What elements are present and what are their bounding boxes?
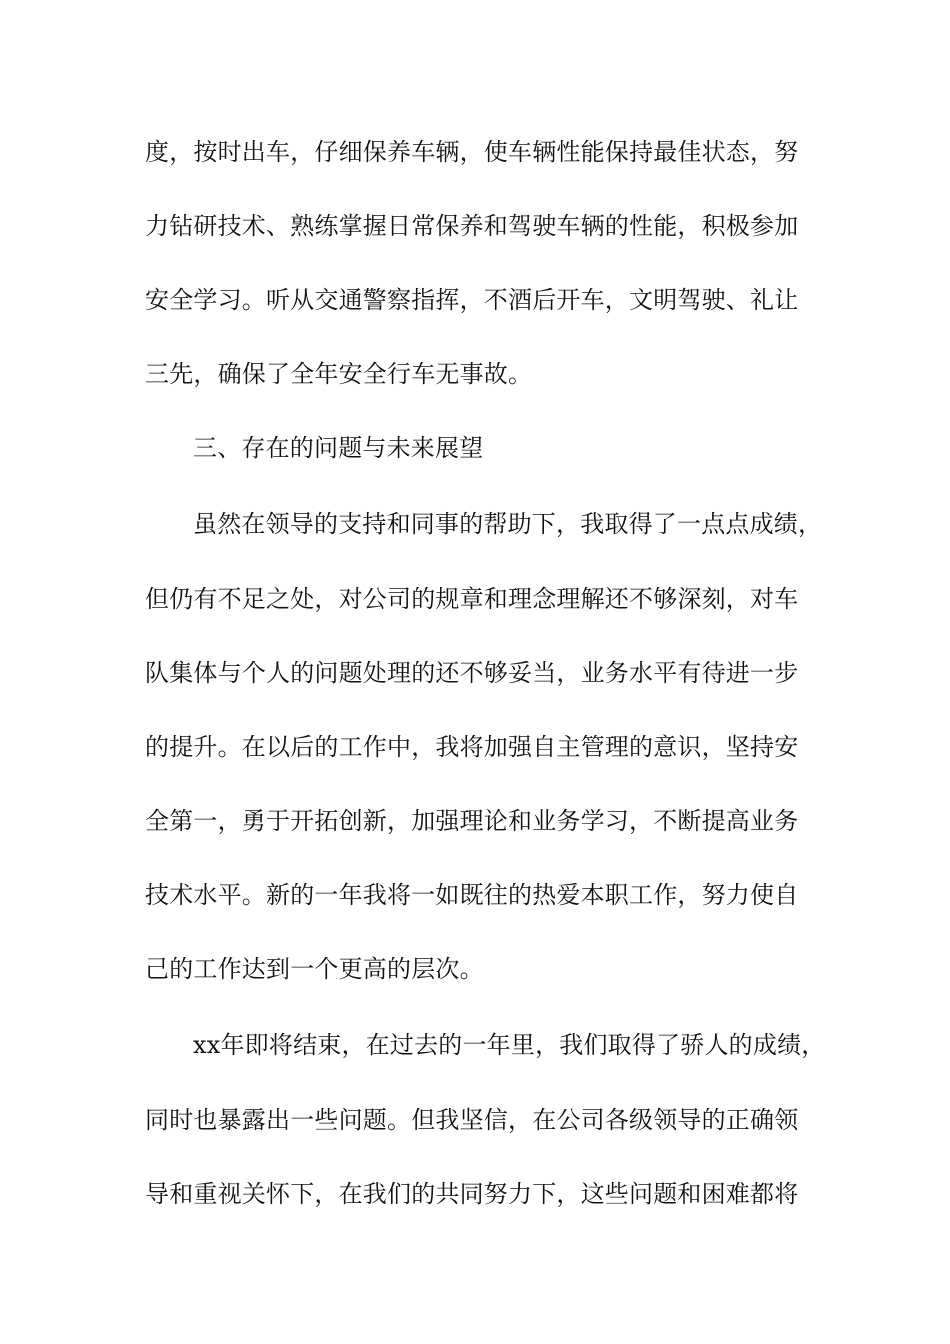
paragraph-line: 同时也暴露出一些问题。但我坚信，在公司各级领导的正确领 (145, 1106, 799, 1134)
paragraph-line: 的提升。在以后的工作中，我将加强自主管理的意识，坚持安 (145, 733, 799, 761)
paragraph-line: 三先，确保了全年安全行车无事故。 (145, 360, 533, 388)
paragraph-line: 技术水平。新的一年我将一如既往的热爱本职工作，努力使自 (145, 881, 799, 909)
section-heading: 三、存在的问题与未来展望 (193, 434, 484, 462)
paragraph-line: xx年即将结束，在过去的一年里，我们取得了骄人的成绩， (193, 1031, 826, 1059)
paragraph-line: 虽然在领导的支持和同事的帮助下，我取得了一点点成绩， (193, 510, 823, 538)
paragraph-line: 力钻研技术、熟练掌握日常保养和驾驶车辆的性能，积极参加 (145, 212, 799, 240)
paragraph-line: 导和重视关怀下，在我们的共同努力下，这些问题和困难都将 (145, 1180, 799, 1208)
paragraph-line: 己的工作达到一个更高的层次。 (145, 955, 484, 983)
paragraph-line: 但仍有不足之处，对公司的规章和理念理解还不够深刻，对车 (145, 585, 799, 613)
paragraph-line: 安全学习。听从交通警察指挥，不酒后开车，文明驾驶、礼让 (145, 286, 799, 314)
paragraph-line: 全第一，勇于开拓创新，加强理论和业务学习，不断提高业务 (145, 807, 799, 835)
paragraph-line: 队集体与个人的问题处理的还不够妥当，业务水平有待进一步 (145, 659, 799, 687)
paragraph-line: 度，按时出车，仔细保养车辆，使车辆性能保持最佳状态，努 (145, 138, 799, 166)
